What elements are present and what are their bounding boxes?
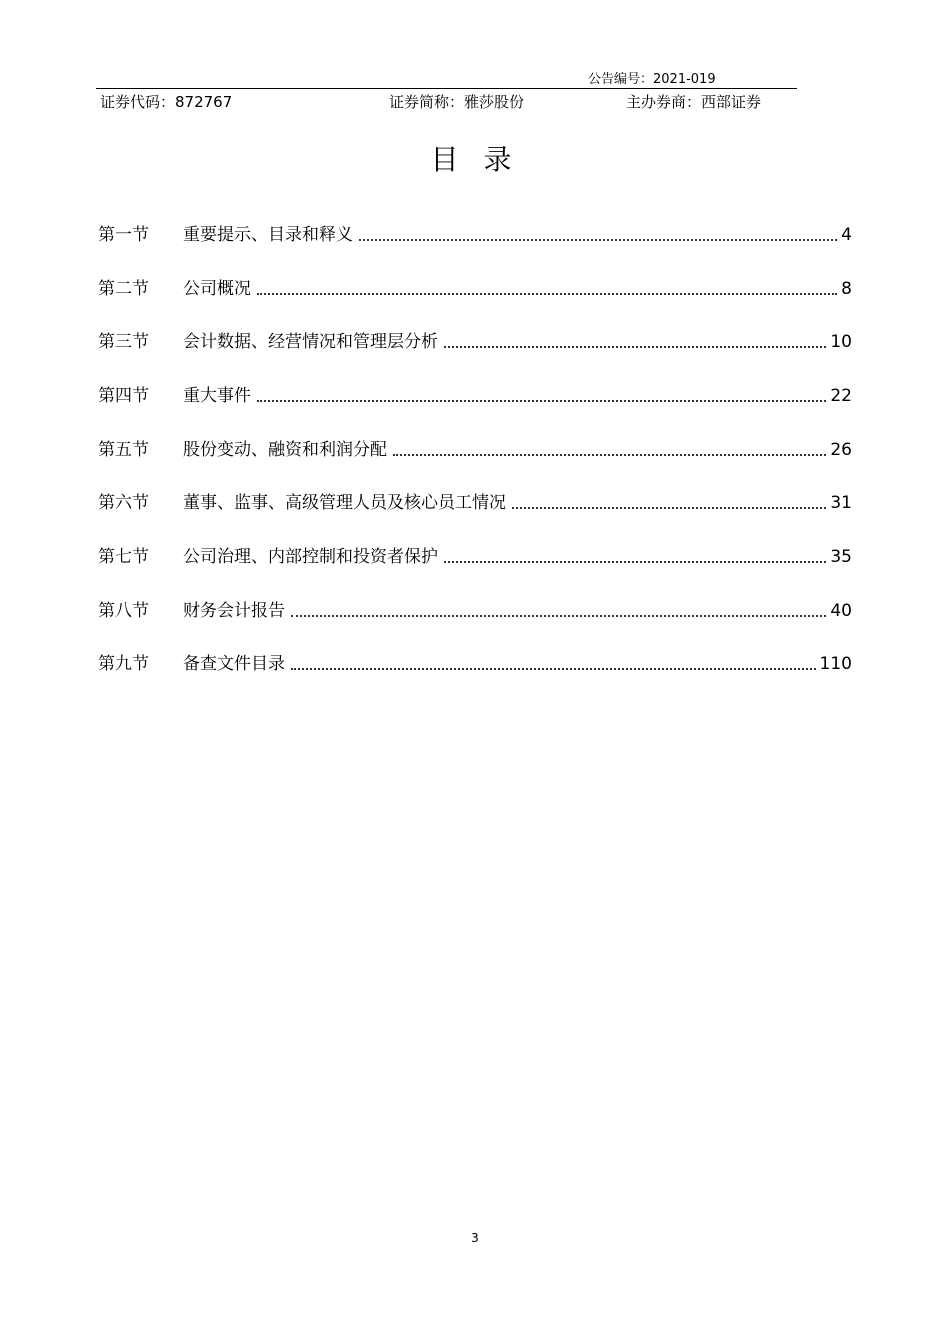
toc-dot-leader xyxy=(444,561,826,563)
toc-entry[interactable] xyxy=(98,638,852,692)
toc-section-number: 第九节 xyxy=(98,654,149,675)
toc-section-title: 会计数据、经营情况和管理层分析 xyxy=(183,332,438,353)
toc-dot-leader xyxy=(393,454,826,456)
toc-section-number: 第一节 xyxy=(98,224,149,245)
toc-page-number: 110 xyxy=(819,654,852,675)
header-rule xyxy=(96,88,797,89)
toc-section-title: 重大事件 xyxy=(183,385,251,406)
toc-page-number: 4 xyxy=(841,224,852,245)
toc-section-title: 公司治理、内部控制和投资者保护 xyxy=(183,546,438,567)
page-number: 3 xyxy=(471,1231,479,1245)
toc-section-number: 第七节 xyxy=(98,546,149,567)
toc-dot-leader xyxy=(257,400,826,402)
toc-page-number: 35 xyxy=(830,546,852,567)
toc-entry[interactable] xyxy=(98,262,852,316)
toc-section-number: 第五节 xyxy=(98,439,149,460)
toc-page-number: 40 xyxy=(830,600,852,621)
toc-section-title: 股份变动、融资和利润分配 xyxy=(183,439,387,460)
toc-page-number: 22 xyxy=(830,385,852,406)
toc-page-number: 8 xyxy=(841,278,852,299)
toc-section-title: 备查文件目录 xyxy=(183,654,285,675)
toc-entry[interactable] xyxy=(98,208,852,262)
toc-section-number: 第六节 xyxy=(98,493,149,514)
toc-page-number: 26 xyxy=(830,439,852,460)
document-header xyxy=(96,91,797,111)
lead-broker: 主办券商：西部证券 xyxy=(626,93,762,111)
toc-page-number: 10 xyxy=(830,332,852,353)
security-abbreviation: 证券简称：雅莎股份 xyxy=(389,93,525,111)
toc-entry[interactable] xyxy=(98,584,852,638)
toc-section-number: 第四节 xyxy=(98,385,149,406)
toc-dot-leader xyxy=(444,346,826,348)
toc-section-number: 第三节 xyxy=(98,332,149,353)
toc-section-number: 第二节 xyxy=(98,278,149,299)
toc-section-title: 董事、监事、高级管理人员及核心员工情况 xyxy=(183,493,506,514)
toc-entry[interactable] xyxy=(98,315,852,369)
toc-page-number: 31 xyxy=(830,493,852,514)
security-code: 证券代码：872767 xyxy=(100,93,233,111)
toc-entry[interactable] xyxy=(98,476,852,530)
toc-section-title: 公司概况 xyxy=(183,278,251,299)
toc-dot-leader xyxy=(359,239,837,241)
announcement-number: 公告编号：2021-019 xyxy=(588,72,716,87)
toc-entry[interactable] xyxy=(98,530,852,584)
toc-dot-leader xyxy=(291,668,816,670)
toc-entry[interactable] xyxy=(98,423,852,477)
toc-dot-leader xyxy=(512,507,826,509)
toc-dot-leader xyxy=(291,615,826,617)
table-of-contents xyxy=(98,208,852,691)
page-title: 目 录 xyxy=(430,143,520,176)
toc-section-number: 第八节 xyxy=(98,600,149,621)
toc-entry[interactable] xyxy=(98,369,852,423)
toc-dot-leader xyxy=(257,293,837,295)
toc-section-title: 财务会计报告 xyxy=(183,600,285,621)
toc-section-title: 重要提示、目录和释义 xyxy=(183,224,353,245)
